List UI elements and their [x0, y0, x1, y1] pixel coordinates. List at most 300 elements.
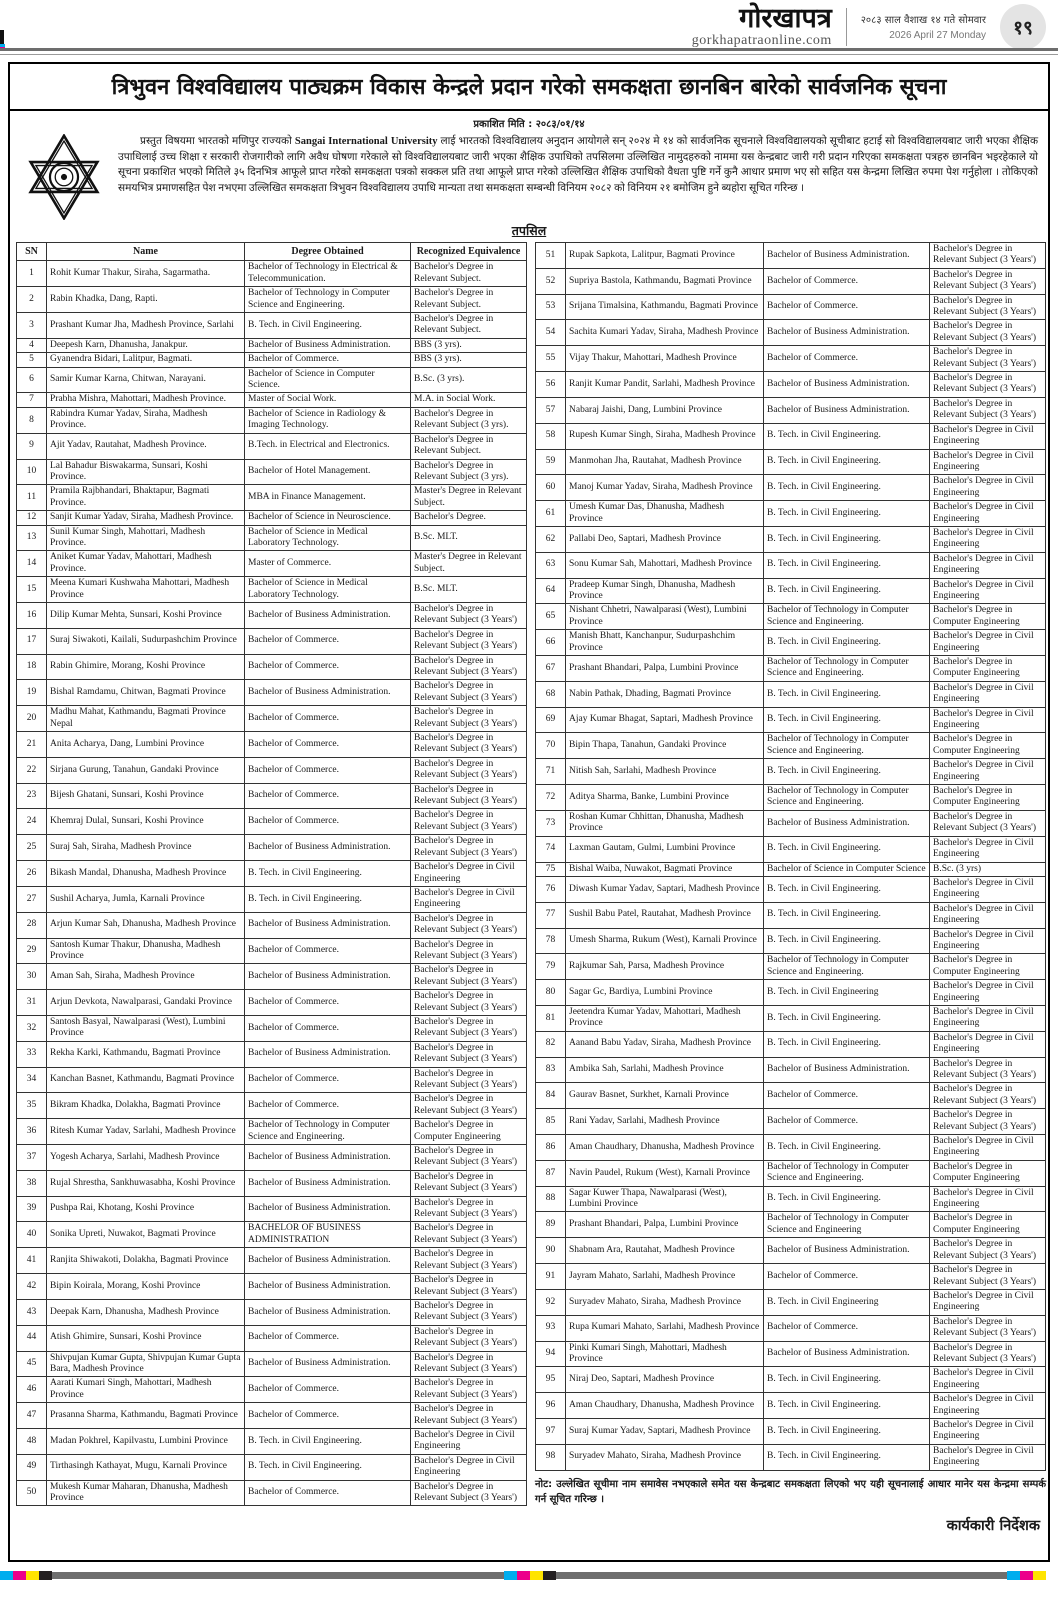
name-cell: Umesh Sharma, Rukum (West), Karnali Province [566, 928, 764, 954]
name-cell: Madhu Mahat, Kathmandu, Bagmati Province Nepal [47, 706, 245, 732]
magenta-mark [1020, 1571, 1033, 1580]
equivalence-cell: Bachelor's Degree in Computer Engineering [411, 1119, 527, 1145]
degree-cell: B. Tech. in Civil Engineering. [764, 1135, 930, 1161]
table-row [17, 964, 527, 990]
column-header: Name [47, 243, 245, 261]
table-row [17, 1248, 527, 1274]
degree-cell: Bachelor of Commerce. [245, 1325, 411, 1351]
degree-cell: Bachelor of Business Administration. [245, 912, 411, 938]
table-row [536, 501, 1046, 527]
equivalence-cell: Bachelor's Degree. [411, 511, 527, 525]
sn-cell: 49 [17, 1454, 47, 1480]
table-row [17, 353, 527, 367]
press-bar-segment [52, 1572, 504, 1579]
sn-cell: 27 [17, 886, 47, 912]
name-cell: Rujal Shrestha, Sankhuwasabha, Koshi Province [47, 1170, 245, 1196]
equivalence-cell: Bachelor's Degree in Civil Engineering [411, 1428, 527, 1454]
name-cell: Umesh Kumar Das, Dhanusha, Madhesh Province [566, 501, 764, 527]
degree-cell: Bachelor of Technology in Computer Science and Engineering. [245, 1119, 411, 1145]
degree-cell: B. Tech. in Civil Engineering [764, 980, 930, 1006]
degree-cell: B. Tech. in Civil Engineering. [764, 1031, 930, 1057]
sn-cell: 73 [536, 810, 566, 836]
table-row [17, 287, 527, 313]
table-row [17, 1119, 527, 1145]
degree-cell: Bachelor of Business Administration. [764, 810, 930, 836]
table-row [536, 1186, 1046, 1212]
sn-cell: 48 [17, 1428, 47, 1454]
footnote: नोट: उल्लेखित सूचीमा नाम समावेस नभएकाले समेत यस केन्द्रबाट समकक्षता लिएको भए यही सूचनालाई आधार मानेर यस केन्द्रमा सम्पर्क गर्न सूचित गरिन्छ । [535, 1478, 1046, 1505]
degree-cell: Bachelor of Technology in Computer Science and Engineering. [764, 656, 930, 682]
degree-cell: Bachelor of Business Administration. [245, 1145, 411, 1171]
name-cell: Prasanna Sharma, Kathmandu, Bagmati Province [47, 1403, 245, 1429]
equivalence-cell: Bachelor's Degree in Civil Engineering [411, 886, 527, 912]
sn-cell: 2 [17, 287, 47, 313]
equivalence-cell: Bachelor's Degree in Relevant Subject (3 Years') [930, 1238, 1046, 1264]
table-row [536, 578, 1046, 604]
equivalence-cell: Bachelor's Degree in Relevant Subject. [411, 313, 527, 339]
roster-table-left [16, 242, 527, 1506]
degree-cell: Bachelor of Business Administration. [245, 1041, 411, 1067]
table-row [536, 449, 1046, 475]
degree-cell: Bachelor of Commerce. [245, 1480, 411, 1506]
sn-cell: 41 [17, 1248, 47, 1274]
equivalence-cell: Bachelor's Degree in Computer Engineering [930, 733, 1046, 759]
equivalence-cell: Bachelor's Degree in Relevant Subject (3 Years') [411, 1015, 527, 1041]
degree-cell: Bachelor of Business Administration. [245, 680, 411, 706]
name-cell: Rupak Sapkota, Lalitpur, Bagmati Province [566, 243, 764, 269]
degree-cell: B. Tech. in Civil Engineering. [764, 1444, 930, 1470]
sn-cell: 94 [536, 1341, 566, 1367]
degree-cell: Bachelor of Commerce. [245, 938, 411, 964]
table-row [17, 1325, 527, 1351]
degree-cell: Bachelor of Business Administration. [764, 397, 930, 423]
degree-cell: Bachelor of Commerce. [245, 1015, 411, 1041]
degree-cell: Bachelor of Technology in Computer Science and Engineering. [764, 1160, 930, 1186]
sn-cell: 82 [536, 1031, 566, 1057]
equivalence-cell: Bachelor's Degree in Civil Engineering [930, 681, 1046, 707]
sn-cell: 98 [536, 1444, 566, 1470]
masthead [691, 2, 832, 49]
equivalence-cell: Bachelor's Degree in Computer Engineering [930, 1212, 1046, 1238]
sn-cell: 91 [536, 1264, 566, 1290]
table-row [536, 1264, 1046, 1290]
table-row [536, 294, 1046, 320]
equivalence-cell: Bachelor's Degree in Civil Engineering [930, 876, 1046, 902]
degree-cell: Bachelor of Commerce. [245, 757, 411, 783]
table-row [536, 552, 1046, 578]
sn-cell: 37 [17, 1145, 47, 1171]
equivalence-cell: Bachelor's Degree in Relevant Subject (3 Years') [411, 1067, 527, 1093]
name-cell: Bikash Mandal, Dhanusha, Madhesh Province [47, 861, 245, 887]
degree-cell: B. Tech. in Civil Engineering. [245, 1454, 411, 1480]
sn-cell: 29 [17, 938, 47, 964]
equivalence-cell: Bachelor's Degree in Relevant Subject (3 Years') [411, 1299, 527, 1325]
table-row [536, 346, 1046, 372]
column-header: SN [17, 243, 47, 261]
page-number-badge: १९ [1000, 4, 1046, 50]
equivalence-cell: BBS (3 yrs). [411, 338, 527, 352]
name-cell: Deepak Karn, Dhanusha, Madhesh Province [47, 1299, 245, 1325]
degree-cell: B. Tech. in Civil Engineering. [764, 876, 930, 902]
equivalence-cell: BBS (3 yrs). [411, 353, 527, 367]
sn-cell: 74 [536, 836, 566, 862]
name-cell: Manmohan Jha, Rautahat, Madhesh Province [566, 449, 764, 475]
sn-cell: 96 [536, 1393, 566, 1419]
name-cell: Suryadev Mahato, Siraha, Madhesh Province [566, 1289, 764, 1315]
table-row [536, 1341, 1046, 1367]
degree-cell: Bachelor of Science in Radiology & Imaging Technology. [245, 407, 411, 433]
name-cell: Niraj Deo, Saptari, Madhesh Province [566, 1367, 764, 1393]
table-row [536, 928, 1046, 954]
table-row [17, 1403, 527, 1429]
equivalence-cell: Bachelor's Degree in Computer Engineering [930, 1160, 1046, 1186]
table-row [536, 1160, 1046, 1186]
name-cell: Srijana Timalsina, Kathmandu, Bagmati Province [566, 294, 764, 320]
name-cell: Tirthasingh Kathayat, Mugu, Karnali Province [47, 1454, 245, 1480]
name-cell: Mukesh Kumar Maharan, Dhanusha, Madhesh Province [47, 1480, 245, 1506]
equivalence-cell: Bachelor's Degree in Relevant Subject (3 Years') [411, 1403, 527, 1429]
sn-cell: 75 [536, 862, 566, 876]
degree-cell: Bachelor of Commerce. [245, 1403, 411, 1429]
equivalence-cell: Bachelor's Degree in Computer Engineering [930, 656, 1046, 682]
sn-cell: 55 [536, 346, 566, 372]
table-row [17, 990, 527, 1016]
sn-cell: 83 [536, 1057, 566, 1083]
equivalence-cell: Bachelor's Degree in Relevant Subject (3 Years') [411, 1196, 527, 1222]
equivalence-cell: Bachelor's Degree in Relevant Subject (3 Years') [411, 783, 527, 809]
notice-title: त्रिभुवन विश्वविद्यालय पाठ्यक्रम विकास केन्द्रले प्रदान गरेको समकक्षता छानबिन बारेको सार्वजनिक सूचना [111, 75, 947, 100]
degree-cell: Bachelor of Technology in Computer Science and Engineering. [764, 733, 930, 759]
table-row [536, 980, 1046, 1006]
name-cell: Yogesh Acharya, Sarlahi, Madhesh Province [47, 1145, 245, 1171]
equivalence-cell: Bachelor's Degree in Relevant Subject. [411, 261, 527, 287]
sn-cell: 84 [536, 1083, 566, 1109]
sn-cell: 95 [536, 1367, 566, 1393]
tu-emblem-logo [18, 132, 110, 220]
table-row [536, 862, 1046, 876]
equivalence-cell: Bachelor's Degree in Civil Engineering [930, 578, 1046, 604]
black-mark [39, 1571, 52, 1580]
sn-cell: 53 [536, 294, 566, 320]
table-row [536, 397, 1046, 423]
name-cell: Ajit Yadav, Rautahat, Madhesh Province. [47, 433, 245, 459]
name-cell: Sonika Upreti, Nuwakot, Bagmati Province [47, 1222, 245, 1248]
name-cell: Bishal Ramdamu, Chitwan, Bagmati Province [47, 680, 245, 706]
equivalence-cell: Bachelor's Degree in Relevant Subject (3 Years') [411, 1170, 527, 1196]
magenta-mark [13, 1571, 26, 1580]
equivalence-cell: Bachelor's Degree in Civil Engineering [930, 501, 1046, 527]
equivalence-cell: Bachelor's Degree in Relevant Subject (3 Years') [411, 1222, 527, 1248]
name-cell: Jeetendra Kumar Yadav, Mahottari, Madhesh Province [566, 1005, 764, 1031]
sn-cell: 4 [17, 338, 47, 352]
table-row [536, 733, 1046, 759]
name-cell: Atish Ghimire, Sunsari, Koshi Province [47, 1325, 245, 1351]
degree-cell: Bachelor of Business Administration. [764, 1057, 930, 1083]
table-row [536, 1393, 1046, 1419]
name-cell: Khemraj Dulal, Sunsari, Koshi Province [47, 809, 245, 835]
title-section [10, 64, 1048, 111]
degree-cell: Bachelor of Business Administration. [245, 1170, 411, 1196]
degree-cell: Bachelor of Commerce. [245, 783, 411, 809]
table-row [17, 577, 527, 603]
name-cell: Prabha Mishra, Mahottari, Madhesh Province. [47, 393, 245, 407]
name-cell: Rajkumar Sah, Parsa, Madhesh Province [566, 954, 764, 980]
equivalence-cell: Bachelor's Degree in Civil Engineering [930, 449, 1046, 475]
name-cell: Sagar Gc, Bardiya, Lumbini Province [566, 980, 764, 1006]
name-cell: Ritesh Kumar Yadav, Sarlahi, Madhesh Province [47, 1119, 245, 1145]
table-row [17, 1377, 527, 1403]
name-cell: Aanand Babu Yadav, Siraha, Madhesh Province [566, 1031, 764, 1057]
name-cell: Sushil Acharya, Jumla, Karnali Province [47, 886, 245, 912]
name-cell: Sanjit Kumar Yadav, Siraha, Madhesh Province. [47, 511, 245, 525]
equivalence-cell: Bachelor's Degree in Relevant Subject (3 Years') [411, 912, 527, 938]
name-cell: Ranjita Shiwakoti, Dolakha, Bagmati Province [47, 1248, 245, 1274]
equivalence-cell: Bachelor's Degree in Relevant Subject (3 Years') [411, 1274, 527, 1300]
sn-cell: 50 [17, 1480, 47, 1506]
sn-cell: 89 [536, 1212, 566, 1238]
sn-cell: 6 [17, 367, 47, 393]
table-row [17, 407, 527, 433]
sn-cell: 68 [536, 681, 566, 707]
table-row [17, 602, 527, 628]
column-header: Degree Obtained [245, 243, 411, 261]
degree-cell: Bachelor of Business Administration. [764, 243, 930, 269]
sn-cell: 66 [536, 630, 566, 656]
sn-cell: 30 [17, 964, 47, 990]
name-cell: Prashant Kumar Jha, Madhesh Province, Sarlahi [47, 313, 245, 339]
sn-cell: 76 [536, 876, 566, 902]
degree-cell: Bachelor of Technology in Computer Science and Engineering. [764, 954, 930, 980]
name-cell: Gyanendra Bidari, Lalitpur, Bagmati. [47, 353, 245, 367]
sn-cell: 25 [17, 835, 47, 861]
equivalence-cell: Bachelor's Degree in Relevant Subject (3 Years') [930, 1315, 1046, 1341]
equivalence-cell: Bachelor's Degree in Relevant Subject (3 Years') [411, 990, 527, 1016]
sn-cell: 67 [536, 656, 566, 682]
sn-cell: 36 [17, 1119, 47, 1145]
name-cell: Nitish Sah, Sarlahi, Madhesh Province [566, 759, 764, 785]
degree-cell: Bachelor of Business Administration. [245, 338, 411, 352]
newspaper-website: gorkhapatraonline.com [691, 33, 832, 49]
sn-cell: 70 [536, 733, 566, 759]
degree-cell: Bachelor of Commerce. [764, 268, 930, 294]
equivalence-cell: Bachelor's Degree in Relevant Subject (3 Years') [930, 320, 1046, 346]
equivalence-cell: Bachelor's Degree in Relevant Subject. [411, 287, 527, 313]
table-row [536, 243, 1046, 269]
table-row [536, 1083, 1046, 1109]
name-cell: Aman Chaudhary, Dhanusha, Madhesh Province [566, 1393, 764, 1419]
name-cell: Sunil Kumar Singh, Mahottari, Madhesh Province. [47, 525, 245, 551]
name-cell: Prashant Bhandari, Palpa, Lumbini Province [566, 1212, 764, 1238]
notice-box [8, 62, 1050, 1562]
sn-cell: 3 [17, 313, 47, 339]
table-row [536, 656, 1046, 682]
name-cell: Manish Bhatt, Kanchanpur, Sudurpashchim Province [566, 630, 764, 656]
equivalence-cell: B.Sc. MLT. [411, 577, 527, 603]
name-cell: Diwash Kumar Yadav, Saptari, Madhesh Province [566, 876, 764, 902]
sn-cell: 54 [536, 320, 566, 346]
equivalence-cell: Bachelor's Degree in Relevant Subject (3 Years') [930, 1264, 1046, 1290]
degree-cell: Bachelor of Business Administration. [245, 1274, 411, 1300]
table-row [17, 485, 527, 511]
degree-cell: B. Tech. in Civil Engineering. [764, 1367, 930, 1393]
table-row [536, 681, 1046, 707]
degree-cell: Bachelor of Commerce. [245, 628, 411, 654]
sn-cell: 23 [17, 783, 47, 809]
name-cell: Rabindra Kumar Yadav, Siraha, Madhesh Province. [47, 407, 245, 433]
table-row [536, 902, 1046, 928]
name-cell: Deepesh Karn, Dhanusha, Janakpur. [47, 338, 245, 352]
table-row [17, 912, 527, 938]
sn-cell: 26 [17, 861, 47, 887]
name-cell: Pushpa Rai, Khotang, Koshi Province [47, 1196, 245, 1222]
degree-cell: Bachelor of Commerce. [245, 1093, 411, 1119]
table-row [536, 268, 1046, 294]
table-row [17, 367, 527, 393]
degree-cell: Bachelor of Commerce. [245, 654, 411, 680]
table-row [536, 423, 1046, 449]
table-row [17, 338, 527, 352]
degree-cell: B. Tech. in Civil Engineering. [764, 1393, 930, 1419]
name-cell: Rekha Karki, Kathmandu, Bagmati Province [47, 1041, 245, 1067]
sn-cell: 39 [17, 1196, 47, 1222]
table-row [17, 1067, 527, 1093]
table-row [536, 604, 1046, 630]
name-cell: Sachita Kumari Yadav, Siraha, Madhesh Province [566, 320, 764, 346]
degree-cell: B. Tech. in Civil Engineering. [764, 759, 930, 785]
sn-cell: 69 [536, 707, 566, 733]
name-cell: Nabaraj Jaishi, Dang, Lumbini Province [566, 397, 764, 423]
name-cell: Sagar Kuwer Thapa, Nawalparasi (West), Lumbini Province [566, 1186, 764, 1212]
sn-cell: 61 [536, 501, 566, 527]
equivalence-cell: Master's Degree in Relevant Subject. [411, 485, 527, 511]
name-cell: Ranjit Kumar Pandit, Sarlahi, Madhesh Province [566, 372, 764, 398]
name-cell: Pallabi Deo, Saptari, Madhesh Province [566, 526, 764, 552]
sn-cell: 92 [536, 1289, 566, 1315]
degree-cell: Bachelor of Business Administration. [245, 1196, 411, 1222]
equivalence-cell: B.Sc. (3 yrs) [930, 862, 1046, 876]
name-cell: Sushil Babu Patel, Rautahat, Madhesh Province [566, 902, 764, 928]
sn-cell: 88 [536, 1186, 566, 1212]
sn-cell: 21 [17, 732, 47, 758]
notice-body [118, 132, 1038, 220]
equivalence-cell: Bachelor's Degree in Relevant Subject (3 Years') [411, 732, 527, 758]
sn-cell: 35 [17, 1093, 47, 1119]
name-cell: Rabin Ghimire, Morang, Koshi Province [47, 654, 245, 680]
degree-cell: B. Tech. in Civil Engineering [764, 1289, 930, 1315]
name-cell: Roshan Kumar Chhittan, Dhanusha, Madhesh Province [566, 810, 764, 836]
table-row [17, 1093, 527, 1119]
table-row [17, 1274, 527, 1300]
degree-cell: Bachelor of Commerce. [245, 732, 411, 758]
equivalence-cell: Bachelor's Degree in Relevant Subject (3 Years') [411, 680, 527, 706]
sn-cell: 16 [17, 602, 47, 628]
degree-cell: B.Tech. in Electrical and Electronics. [245, 433, 411, 459]
equivalence-cell: Master's Degree in Relevant Subject. [411, 551, 527, 577]
sn-cell: 34 [17, 1067, 47, 1093]
equivalence-cell: Bachelor's Degree in Relevant Subject (3 Years') [411, 654, 527, 680]
name-cell: Suryadev Mahato, Siraha, Madhesh Province [566, 1444, 764, 1470]
degree-cell: Bachelor of Science in Computer Science. [245, 367, 411, 393]
table-right-column [535, 242, 1046, 1535]
table-row [536, 810, 1046, 836]
signature-executive-director: कार्यकारी निर्देशक [946, 1517, 1040, 1534]
black-mark [543, 1571, 556, 1580]
sn-cell: 1 [17, 261, 47, 287]
sn-cell: 65 [536, 604, 566, 630]
equivalence-cell: Bachelor's Degree in Relevant Subject (3 Years') [411, 1093, 527, 1119]
degree-cell: Master of Commerce. [245, 551, 411, 577]
table-row [17, 628, 527, 654]
table-left-column [16, 242, 527, 1506]
name-cell: Rupesh Kumar Singh, Siraha, Madhesh Province [566, 423, 764, 449]
degree-cell: Bachelor of Business Administration. [764, 320, 930, 346]
rule-thick [0, 48, 1058, 51]
table-row [536, 707, 1046, 733]
degree-cell: Bachelor of Business Administration. [245, 835, 411, 861]
name-cell: Ambika Sah, Sarlahi, Madhesh Province [566, 1057, 764, 1083]
equivalence-cell: Bachelor's Degree in Civil Engineering [930, 707, 1046, 733]
equivalence-cell: B.Sc. MLT. [411, 525, 527, 551]
degree-cell: Bachelor of Technology in Computer Science and Engineering. [764, 604, 930, 630]
sn-cell: 57 [536, 397, 566, 423]
degree-cell: B. Tech. in Civil Engineering. [764, 552, 930, 578]
table-row [536, 1031, 1046, 1057]
name-cell: Navin Paudel, Rukum (West), Karnali Province [566, 1160, 764, 1186]
degree-cell: Bachelor of Science in Neuroscience. [245, 511, 411, 525]
sn-cell: 38 [17, 1170, 47, 1196]
table-row [17, 1299, 527, 1325]
sn-cell: 33 [17, 1041, 47, 1067]
sn-cell: 78 [536, 928, 566, 954]
equivalence-cell: Bachelor's Degree in Civil Engineering [930, 980, 1046, 1006]
degree-cell: Bachelor of Technology in Electrical & Telecommunication. [245, 261, 411, 287]
sn-cell: 31 [17, 990, 47, 1016]
name-cell: Aman Sah, Siraha, Madhesh Province [47, 964, 245, 990]
name-cell: Gaurav Basnet, Surkhet, Karnali Province [566, 1083, 764, 1109]
name-cell: Rupa Kumari Mahato, Sarlahi, Madhesh Province [566, 1315, 764, 1341]
sn-cell: 51 [536, 243, 566, 269]
table-row [17, 654, 527, 680]
table-row [17, 886, 527, 912]
table-row [536, 1135, 1046, 1161]
equivalence-cell: Bachelor's Degree in Computer Engineering [930, 954, 1046, 980]
degree-cell: B. Tech. in Civil Engineering. [245, 886, 411, 912]
table-row [17, 1170, 527, 1196]
name-cell: Nabin Pathak, Dhading, Bagmati Province [566, 681, 764, 707]
name-cell: Bijesh Ghatani, Sunsari, Koshi Province [47, 783, 245, 809]
name-cell: Rabin Khadka, Dang, Rapti. [47, 287, 245, 313]
name-cell: Santosh Kumar Thakur, Dhanusha, Madhesh Province [47, 938, 245, 964]
equivalence-cell: B.Sc. (3 yrs). [411, 367, 527, 393]
name-cell: Prashant Bhandari, Palpa, Lumbini Province [566, 656, 764, 682]
table-row [536, 526, 1046, 552]
equivalence-cell: Bachelor's Degree in Civil Engineering [930, 928, 1046, 954]
equivalence-cell: Bachelor's Degree in Civil Engineering [930, 552, 1046, 578]
sn-cell: 45 [17, 1351, 47, 1377]
name-cell: Madan Pokhrel, Kapilvastu, Lumbini Province [47, 1428, 245, 1454]
table-row [536, 1289, 1046, 1315]
name-cell: Rohit Kumar Thakur, Siraha, Sagarmatha. [47, 261, 245, 287]
yellow-mark [530, 1571, 543, 1580]
table-row [17, 1015, 527, 1041]
newspaper-logo: गोरखापत्र [739, 2, 832, 34]
name-cell: Pinki Kumari Singh, Mahottari, Madhesh Province [566, 1341, 764, 1367]
press-color-bar [0, 1571, 1046, 1580]
equivalence-cell: Bachelor's Degree in Relevant Subject (3 Years') [930, 1109, 1046, 1135]
sn-cell: 52 [536, 268, 566, 294]
equivalence-cell: Bachelor's Degree in Relevant Subject (3 Years') [411, 628, 527, 654]
published-date: प्रकाशित मिति : २०८३/०१/१४ [473, 119, 585, 130]
